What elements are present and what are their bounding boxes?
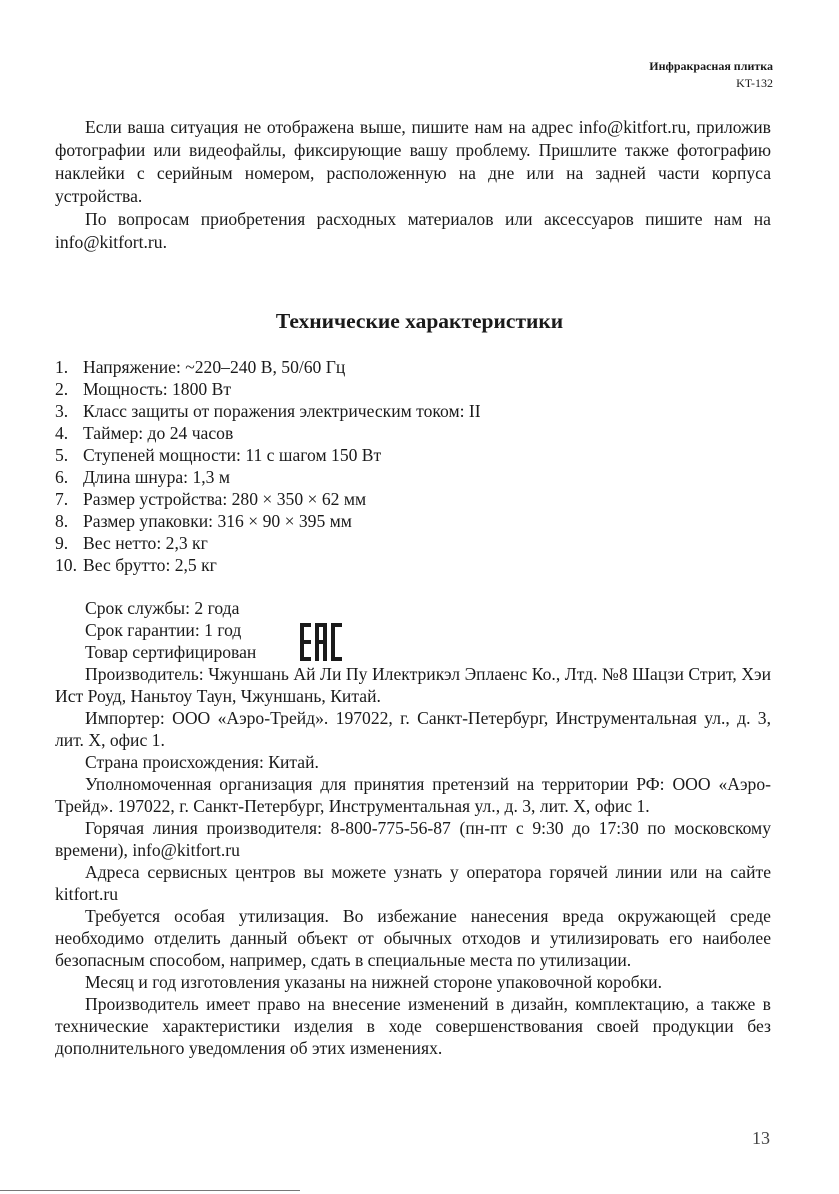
spec-text: Вес нетто: 2,3 кг bbox=[83, 533, 208, 553]
certified-note: Товар сертифицирован bbox=[85, 642, 257, 662]
details-paragraph: Производитель: Чжуншань Ай Ли Пу Илектрикэл Эплаенс Ко., Лтд. №8 Шацзи Стрит, Хэи Ист Роуд, Наньтоу Таун, Чжуншань, Китай. bbox=[55, 664, 771, 706]
details-section bbox=[55, 663, 771, 1059]
spec-text: Класс защиты от поражения электрическим током: II bbox=[83, 401, 481, 421]
certification-block bbox=[85, 597, 256, 663]
spec-number: 4. bbox=[55, 423, 69, 443]
details-paragraph: Требуется особая утилизация. Во избежание нанесения вреда окружающей среде необходимо отделить данный объект от обычных отходов и утилизировать его наиболее безопасным способом, например, сдать в специальные места по утилизации. bbox=[55, 906, 771, 970]
spec-text: Таймер: до 24 часов bbox=[83, 423, 234, 443]
spec-item bbox=[55, 400, 771, 422]
spec-text: Длина шнура: 1,3 м bbox=[83, 467, 230, 487]
spec-item bbox=[55, 444, 771, 466]
spec-item bbox=[55, 378, 771, 400]
spec-text: Ступеней мощности: 11 с шагом 150 Вт bbox=[83, 445, 382, 465]
spec-item bbox=[55, 554, 771, 576]
intro-section bbox=[55, 116, 771, 254]
spec-number: 6. bbox=[55, 467, 69, 487]
section-title: Технические характеристики bbox=[275, 309, 564, 333]
spec-item bbox=[55, 356, 771, 378]
spec-item bbox=[55, 510, 771, 532]
details-paragraph: Производитель имеет право на внесение изменений в дизайн, комплектацию, а также в технические характеристики изделия в ходе совершенствования своей продукции без дополнительного уведомления об этих изменениях. bbox=[55, 994, 771, 1058]
details-paragraph: Горячая линия производителя: 8-800-775-56-87 (пн-пт с 9:30 до 17:30 по московскому времени), info@kitfort.ru bbox=[55, 818, 771, 860]
spec-item bbox=[55, 422, 771, 444]
intro-paragraph: Если ваша ситуация не отображена выше, пишите нам на адрес info@kitfort.ru, приложив фотографии или видеофайлы, фиксирующие вашу проблему. Пришлите также фотографию наклейки с серийным номером, расположенную на дне или на задней части корпуса устройства. bbox=[55, 117, 771, 206]
spec-number: 8. bbox=[55, 511, 69, 531]
spec-item bbox=[55, 532, 771, 554]
spec-text: Размер упаковки: 316 × 90 × 395 мм bbox=[83, 511, 352, 531]
spec-number: 10. bbox=[55, 555, 77, 575]
header-title: Инфракрасная плитка bbox=[649, 59, 773, 73]
spec-number: 5. bbox=[55, 445, 69, 465]
spec-number: 7. bbox=[55, 489, 69, 509]
spec-item bbox=[55, 466, 771, 488]
spec-number: 1. bbox=[55, 357, 69, 377]
spec-number: 2. bbox=[55, 379, 69, 399]
running-header bbox=[649, 58, 773, 92]
spec-text: Напряжение: ~220–240 В, 50/60 Гц bbox=[83, 357, 346, 377]
warranty: Срок гарантии: 1 год bbox=[85, 620, 242, 640]
details-paragraph: Страна происхождения: Китай. bbox=[85, 752, 319, 772]
specs-list bbox=[55, 356, 771, 576]
page-number: 13 bbox=[752, 1128, 770, 1148]
spec-item bbox=[55, 488, 771, 510]
spec-text: Вес брутто: 2,5 кг bbox=[83, 555, 217, 575]
service-life: Срок службы: 2 года bbox=[85, 598, 240, 618]
details-paragraph: Адреса сервисных центров вы можете узнать у оператора горячей линии или на сайте kitfort.ru bbox=[55, 862, 771, 904]
details-paragraph: Месяц и год изготовления указаны на нижней стороне упаковочной коробки. bbox=[85, 972, 662, 992]
details-paragraph: Уполномоченная организация для принятия претензий на территории РФ: ООО «Аэро-Трейд». 197022, г. Санкт-Петербург, Инструментальная ул., д. 3, лит. Х, офис 1. bbox=[55, 774, 771, 816]
eac-logo-icon bbox=[300, 623, 342, 661]
spec-number: 9. bbox=[55, 533, 69, 553]
header-model: KT-132 bbox=[736, 76, 773, 90]
spec-text: Размер устройства: 280 × 350 × 62 мм bbox=[83, 489, 367, 509]
spec-number: 3. bbox=[55, 401, 69, 421]
details-paragraph: Импортер: ООО «Аэро-Трейд». 197022, г. Санкт-Петербург, Инструментальная ул., д. 3, лит. Х, офис 1. bbox=[55, 708, 771, 750]
scan-edge-line bbox=[0, 1190, 300, 1191]
intro-paragraph: По вопросам приобретения расходных материалов или аксессуаров пишите нам на info@kitfort.ru. bbox=[55, 209, 771, 252]
spec-text: Мощность: 1800 Вт bbox=[83, 379, 232, 399]
